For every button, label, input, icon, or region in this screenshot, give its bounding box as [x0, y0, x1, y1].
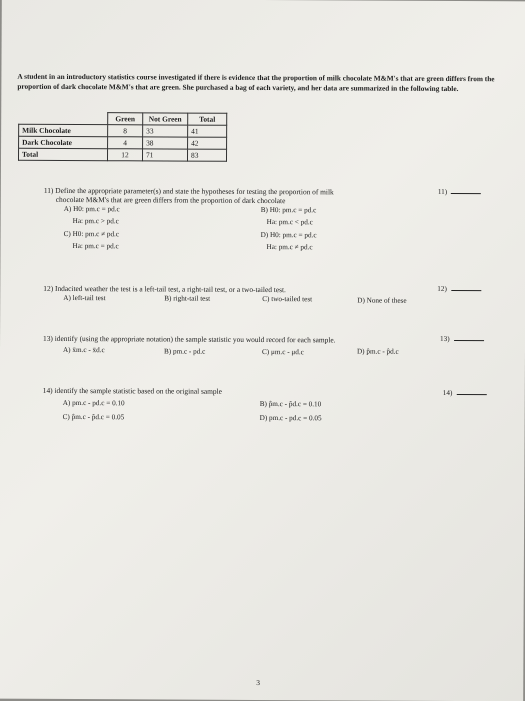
q11-text-line2: chocolate M&M's that are green differs from the proportion of dark chocolate: [55, 194, 286, 206]
q11-number: 11): [437, 187, 448, 196]
q12-option-d[interactable]: D) None of these: [357, 296, 407, 305]
table-cell: 33: [143, 125, 188, 137]
q12-number: 12): [437, 284, 447, 293]
table-cell: 42: [188, 137, 227, 149]
table-cell: 4: [108, 137, 143, 149]
table-header-row: [19, 112, 227, 125]
table-cell: 83: [187, 149, 226, 161]
page-number: 3: [256, 677, 260, 687]
q12-option-c[interactable]: C) two-tailed test: [262, 294, 313, 304]
table-row: [19, 124, 227, 137]
q11-option-b-line2: Ha: pm.c < pd.c: [266, 218, 313, 227]
table-cell: 38: [143, 137, 188, 149]
q13-option-a[interactable]: A) x̄m.c - x̄d.c: [62, 345, 105, 355]
q11-answer-blank[interactable]: [451, 187, 481, 194]
q14-option-a[interactable]: A) pm.c - pd.c = 0.10: [62, 398, 125, 408]
q11-option-d-line2: Ha: pm.c ≠ pd.c: [266, 243, 313, 252]
table-header: Not Green: [143, 113, 188, 125]
row-label: Total: [18, 148, 107, 160]
table-cell: 41: [188, 125, 227, 137]
q12-answer-slot[interactable]: [437, 284, 481, 293]
table-header: Total: [188, 113, 227, 125]
q14-answer-blank[interactable]: [456, 388, 486, 395]
q13-answer-slot[interactable]: [440, 334, 484, 343]
q11-option-b-line1[interactable]: B) H0: pm.c = pd.c: [260, 205, 317, 215]
row-label: Dark Chocolate: [19, 136, 108, 148]
q12-option-a[interactable]: A) left-tail test: [63, 293, 106, 303]
q13-text: 13) identify (using the appropriate notation) the sample statistic you would record for each sample.: [43, 333, 336, 345]
q11-answer-slot[interactable]: [438, 187, 481, 196]
q14-answer-slot[interactable]: [443, 388, 487, 397]
intro-paragraph: A student in an introductory statistics course investigated if there is evidence that the proportion of milk chocolate M&M's that are green differs from the proportion of dark chocolate M&M's that are green. She purchased a bag of each variety, and her data are summarized in the following table.: [17, 71, 495, 93]
q11-option-a-line1[interactable]: A) H0: pm.c = pd.c: [63, 204, 120, 214]
q14-option-b[interactable]: B) p̂m.c - p̂d.c = 0.10: [259, 399, 322, 409]
q13-answer-blank[interactable]: [454, 334, 484, 341]
q13-number: 13): [440, 334, 450, 343]
q12-option-b[interactable]: B) right-tail test: [164, 294, 211, 303]
table-header: Green: [108, 113, 143, 125]
q14-option-d[interactable]: D) pm.c - pd.c = 0.05: [259, 413, 322, 423]
table-cell: 71: [142, 149, 187, 161]
q11-option-c-line1[interactable]: C) H0: pm.c ≠ pd.c: [63, 229, 120, 239]
q14-text: 14) identify the sample statistic based on the original sample: [42, 385, 222, 396]
q13-option-c[interactable]: C) μm.c - μd.c: [261, 347, 304, 357]
q14-option-c[interactable]: C) p̂m.c - p̂d.c = 0.05: [62, 412, 125, 422]
q12-text: 12) Indacited weather the test is a left-tail test, a right-tail test, or a two-tailed test.: [43, 283, 286, 295]
q13-option-d[interactable]: D) p̂m.c - p̂d.c: [356, 347, 399, 356]
data-table: [18, 112, 227, 162]
table-cell: 12: [107, 149, 142, 161]
q12-answer-blank[interactable]: [451, 284, 481, 291]
table-cell: 8: [108, 125, 143, 137]
q14-number: 14): [442, 388, 453, 397]
q13-option-b[interactable]: B) pm.c - pd.c: [163, 347, 206, 356]
q11-option-c-line2: Ha: pm.c = pd.c: [72, 242, 119, 251]
q11-option-d-line1[interactable]: D) H0: pm.c = pd.c: [260, 230, 317, 240]
table-row: [19, 136, 227, 149]
q11-text-line1: 11) Define the appropriate parameter(s) and state the hypotheses for testing the proportion of milk: [43, 185, 334, 197]
q11-option-a-line2: Ha: pm.c > pd.c: [72, 217, 119, 226]
row-label: Milk Chocolate: [19, 124, 108, 136]
table-row: [18, 148, 226, 161]
